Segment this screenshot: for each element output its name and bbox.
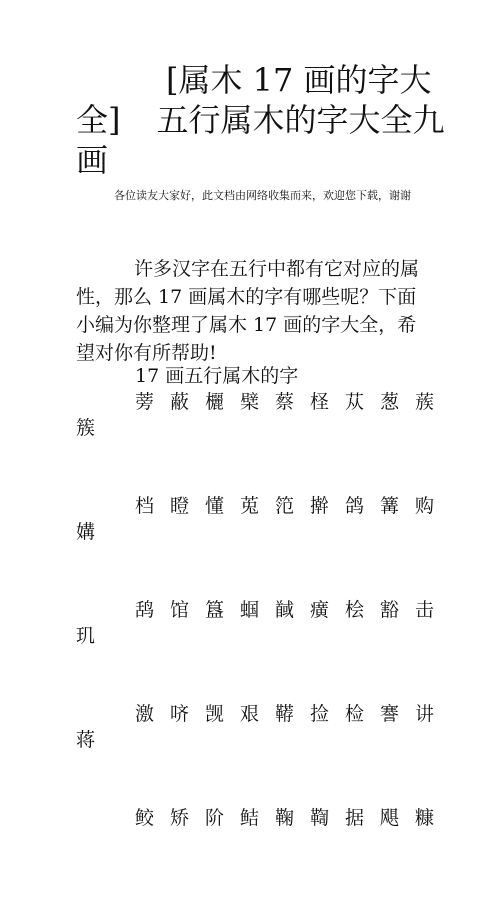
character: 笵	[275, 495, 295, 517]
character-row	[76, 596, 435, 700]
character: 柽	[310, 391, 330, 413]
character: 据	[345, 807, 365, 829]
character: 篝	[380, 495, 400, 517]
character: 蔟	[415, 391, 435, 413]
character: 欐	[205, 391, 225, 413]
character-wrapped: 簇	[76, 417, 96, 439]
character-row	[76, 700, 435, 804]
character: 糠	[415, 807, 435, 829]
character-wrapped: 蒋	[76, 729, 96, 751]
character: 阶	[205, 807, 225, 829]
character: 觊	[205, 703, 225, 725]
character: 葱	[380, 391, 400, 413]
character: 鸹	[135, 599, 155, 621]
document-title	[76, 60, 445, 180]
character: 鲛	[135, 807, 155, 829]
character: 鞠	[275, 807, 295, 829]
character: 豁	[380, 599, 400, 621]
character: 鲒	[240, 807, 260, 829]
character: 蝈	[240, 599, 260, 621]
character: 簋	[205, 599, 225, 621]
title-line-2-part-a: 全]	[76, 101, 121, 139]
character: 讲	[415, 703, 435, 725]
title-line-2	[76, 100, 445, 140]
character: 购	[415, 495, 435, 517]
title-line-2-part-b: 五行属木的字大全九	[156, 101, 445, 139]
character: 检	[345, 703, 365, 725]
character-row	[76, 804, 435, 908]
character: 桧	[345, 599, 365, 621]
character: 蔡	[275, 391, 295, 413]
title-line-1: [属木 17 画的字大	[166, 61, 432, 99]
character: 懂	[205, 495, 225, 517]
character: 檗	[240, 391, 260, 413]
download-notice: 各位读友大家好，此文档由网络收集而来，欢迎您下载，谢谢	[114, 189, 411, 202]
character: 击	[415, 599, 435, 621]
character: 捡	[310, 703, 330, 725]
character: 擀	[310, 495, 330, 517]
character: 艰	[240, 703, 260, 725]
character-row	[76, 388, 435, 492]
character: 馆	[170, 599, 190, 621]
character: 鸽	[345, 495, 365, 517]
character: 蔽	[170, 391, 190, 413]
character: 矫	[170, 807, 190, 829]
character: 档	[135, 495, 155, 517]
intro-paragraph: 许多汉字在五行中都有它对应的属性，那么 17 画属木的字有哪些呢？下面小编为你整理了属木 17 画的字大全，希望对你有所帮助!	[76, 258, 420, 364]
character: 莵	[240, 495, 260, 517]
character-row	[76, 492, 435, 596]
character: 謇	[380, 703, 400, 725]
character: 哜	[170, 703, 190, 725]
character: 瞪	[170, 495, 190, 517]
character: 鞯	[275, 703, 295, 725]
character-wrapped: 媾	[76, 521, 96, 543]
section-heading: 17 画五行属木的字	[135, 365, 299, 387]
character: 飓	[380, 807, 400, 829]
character: 鞫	[310, 807, 330, 829]
character: 癀	[310, 599, 330, 621]
character-wrapped: 玑	[76, 625, 96, 647]
character: 激	[135, 703, 155, 725]
character: 蒡	[135, 391, 155, 413]
character-list	[76, 388, 435, 908]
character: 苁	[345, 391, 365, 413]
title-line-3: 画	[76, 141, 109, 179]
character: 馘	[275, 599, 295, 621]
